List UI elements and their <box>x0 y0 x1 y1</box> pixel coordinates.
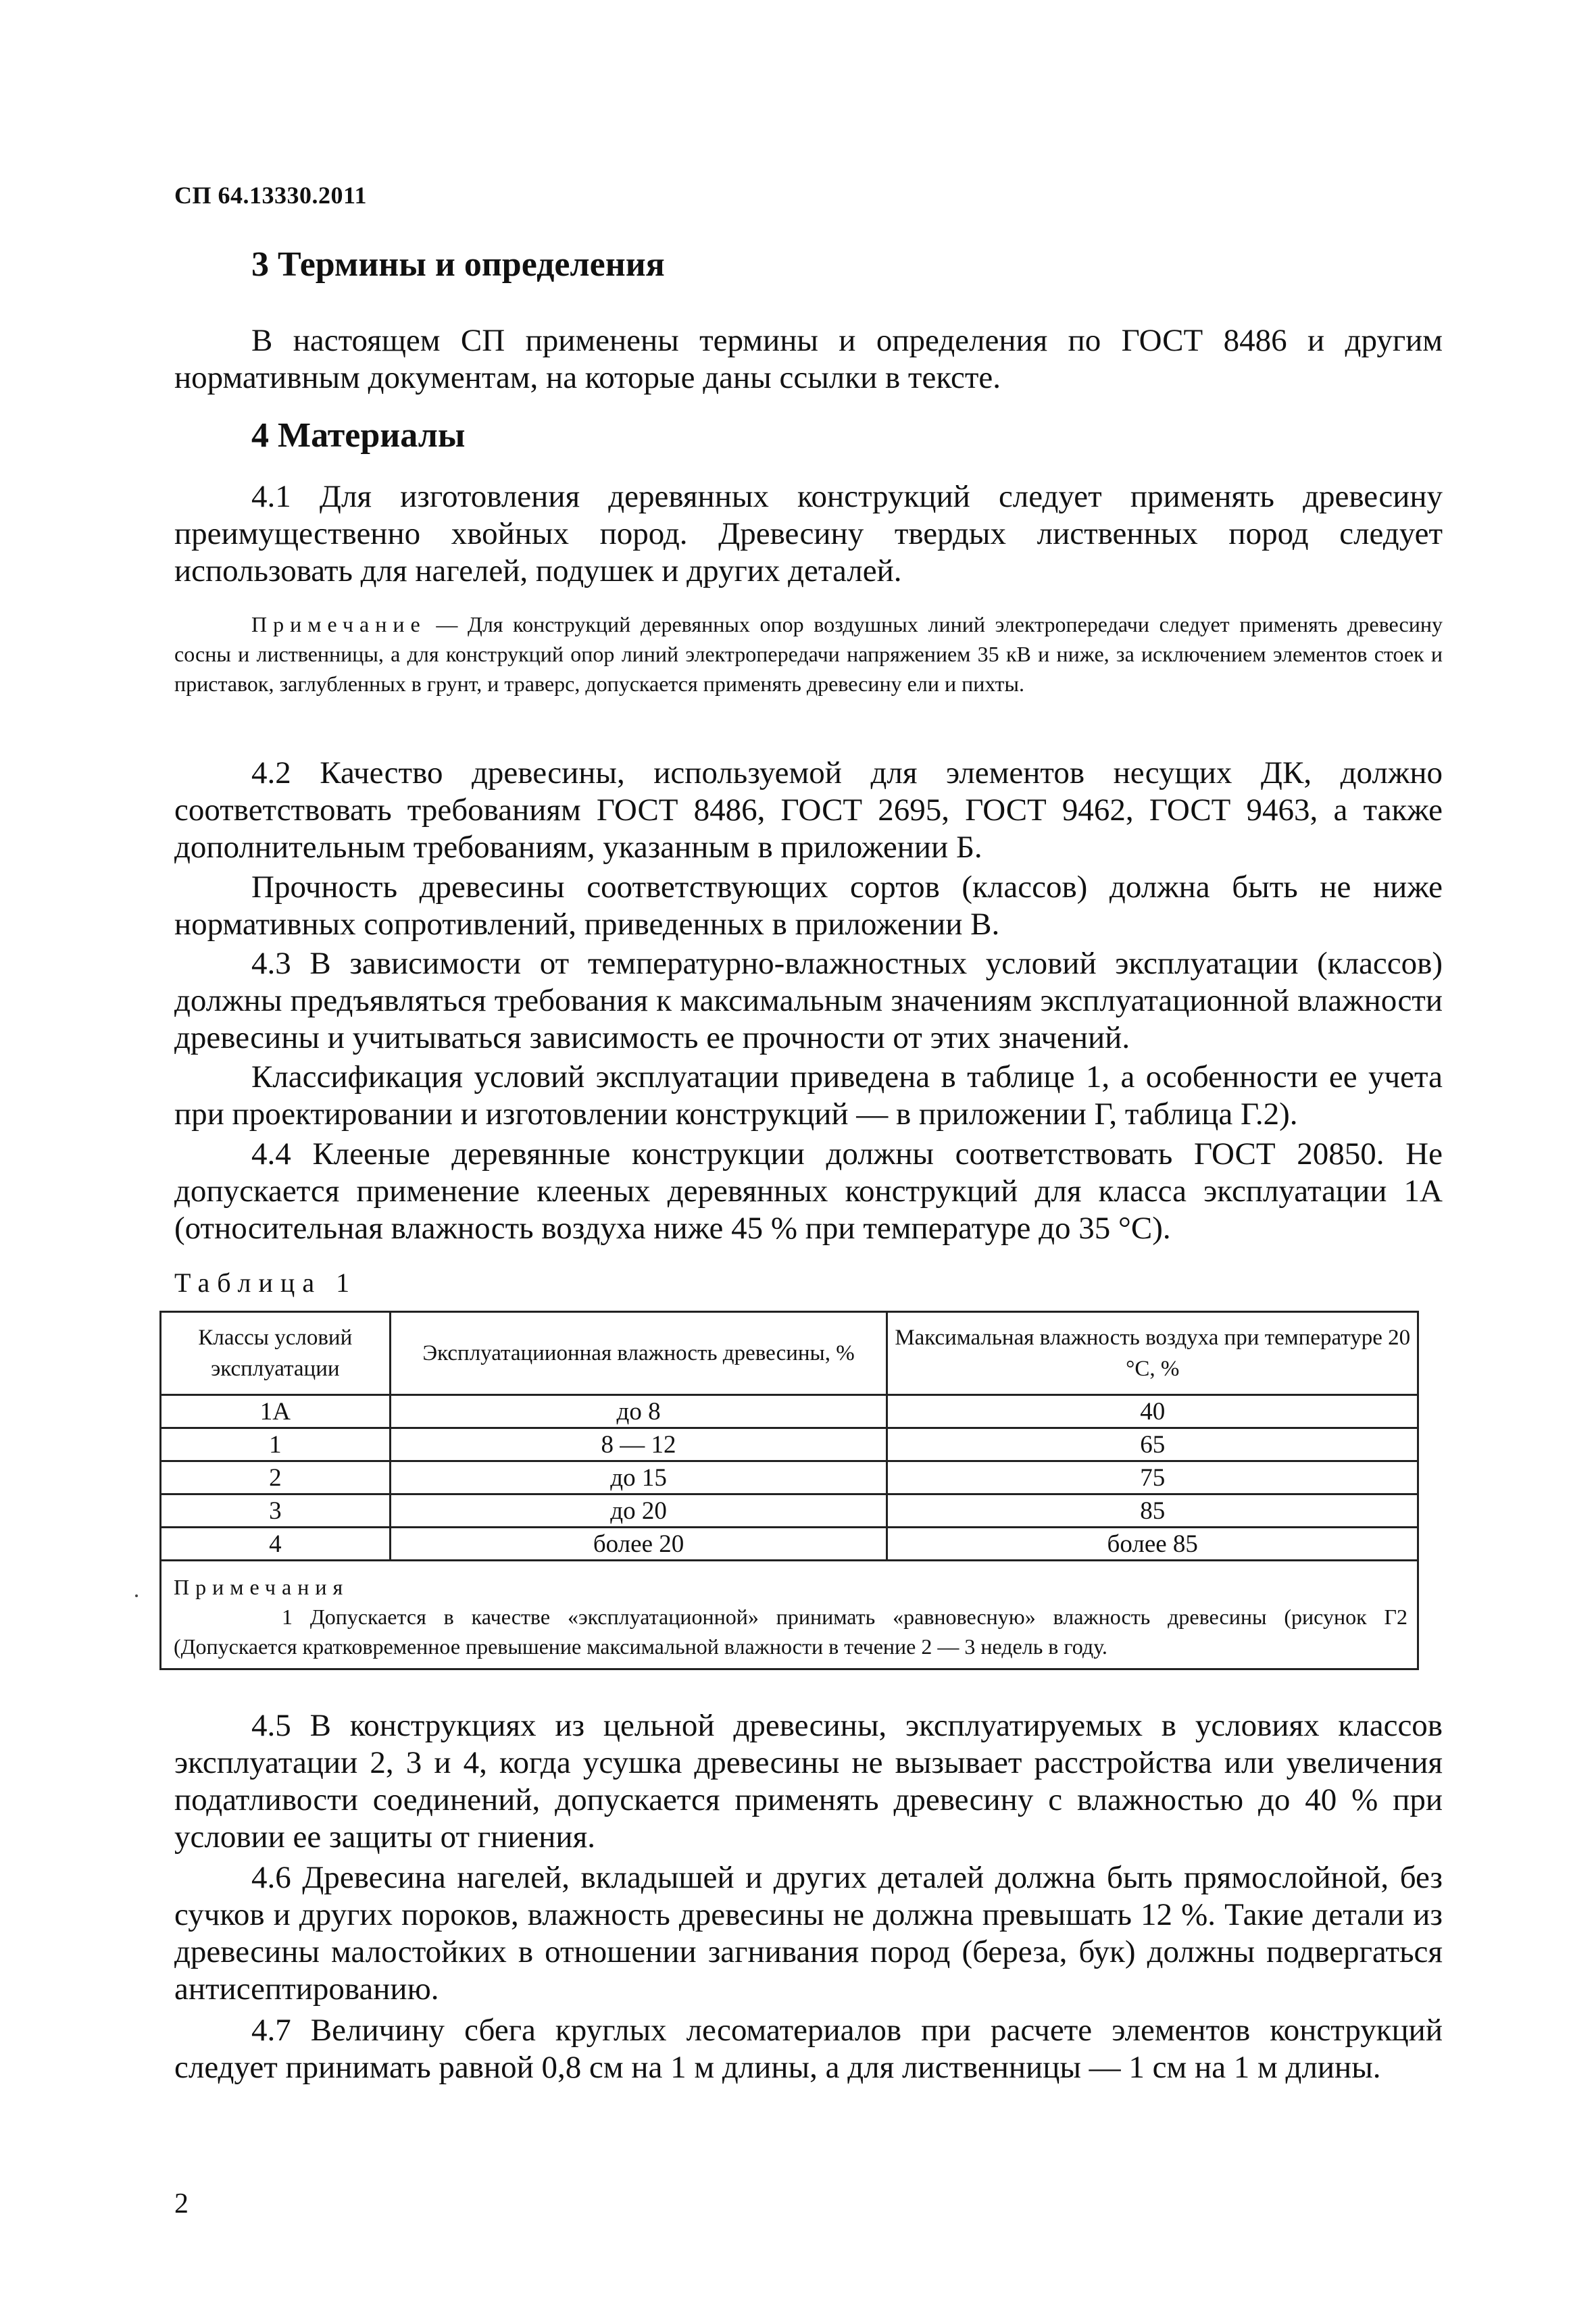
section-3-paragraph: В настоящем СП применены термины и определения по ГОСТ 8486 и другим нормативным документам, на которые даны ссылки в тексте. <box>174 323 1443 395</box>
paragraph-4-2: 4.2 Качество древесины, используемой для элементов несущих ДК, должно соответствовать требованиям ГОСТ 8486, ГОСТ 2695, ГОСТ 9462, ГОСТ 9463, а также дополнительным требованиям, указанным в приложении Б. <box>174 755 1443 865</box>
table-cell: более 20 <box>390 1528 887 1561</box>
note-4-1 <box>174 609 1443 699</box>
table-cell: 85 <box>887 1494 1418 1528</box>
table-row <box>161 1428 1418 1461</box>
table-cell: до 20 <box>390 1494 887 1528</box>
paragraph-4-5: 4.5 В конструкциях из цельной древесины, эксплуатируемых в условиях классов эксплуатации 2, 3 и 4, когда усушка древесины не вызывает расстройства или увеличения податливости соединений, допускается применять древесину с влажностью до 40 % при условии ее защиты от гниения. <box>174 1708 1443 1855</box>
table-1 <box>159 1311 1419 1670</box>
paragraph-4-1: 4.1 Для изготовления деревянных конструкций следует применять древесину преимущественно хвойных пород. Древесину твердых лиственных пород следует использовать для нагелей, подушек и других деталей. <box>174 479 1443 588</box>
table-cell: 3 <box>161 1494 391 1528</box>
document-id: СП 64.13330.2011 <box>174 182 368 209</box>
paragraph-4-3-classification: Классификация условий эксплуатации приведена в таблице 1, а особенности ее учета при проектировании и изготовлении конструкций — в приложении Г, таблица Г.2). <box>174 1059 1443 1132</box>
paragraph-4-2-strength: Прочность древесины соответствующих сортов (классов) должна быть не ниже нормативных сопротивлений, приведенных в приложении В. <box>174 870 1443 942</box>
table-cell: 40 <box>887 1395 1418 1428</box>
paragraph-4-7: 4.7 Величину сбега круглых лесоматериалов при расчете элементов конструкций следует принимать равной 0,8 см на 1 м длины, а для лиственницы — 1 см на 1 м длины. <box>174 2013 1443 2085</box>
section-3-title: 3 Термины и определения <box>251 245 665 284</box>
table-cell: 1А <box>161 1395 391 1428</box>
section-4-title: 4 Материалы <box>251 416 466 455</box>
scan-speck <box>135 1594 138 1597</box>
table-notes-row <box>161 1561 1418 1669</box>
table-cell: 65 <box>887 1428 1418 1461</box>
page-number: 2 <box>174 2188 189 2219</box>
table-notes-cell <box>161 1561 1418 1669</box>
table-cell: более 85 <box>887 1528 1418 1561</box>
table-row <box>161 1528 1418 1561</box>
table-notes-text: 1 Допускается в качестве «эксплуатационной» принимать «равновесную» влажность древесины (рисунок Г2 (Допускается кратковременное превышение максимальной влажности в течение 2 — 3 недель в году. <box>174 1605 1407 1659</box>
table-row <box>161 1461 1418 1494</box>
paragraph-4-3: 4.3 В зависимости от температурно-влажностных условий эксплуатации (классов) должны предъявляться требования к максимальным значениям эксплуатационной влажности древесины и учитываться зависимость ее прочности от этих значений. <box>174 946 1443 1055</box>
table-cell: 8 — 12 <box>390 1428 887 1461</box>
table-notes-title: Примечания <box>174 1575 349 1599</box>
header-max-air-humidity: Максимальная влажность воздуха при температуре 20 °С, % <box>887 1312 1418 1395</box>
paragraph-4-6: 4.6 Древесина нагелей, вкладышей и других деталей должна быть прямослойной, без сучков и других пороков, влажность древесины не должна превышать 12 %. Такие детали из древесины малостойких в отношении загнивания пород (береза, бук) должны подвергаться антисептированию. <box>174 1860 1443 2007</box>
note-label: Примечание <box>251 612 426 636</box>
table-cell: 4 <box>161 1528 391 1561</box>
table-cell: до 8 <box>390 1395 887 1428</box>
table-cell: 1 <box>161 1428 391 1461</box>
table-cell: 2 <box>161 1461 391 1494</box>
paragraph-4-4: 4.4 Клееные деревянные конструкции должны соответствовать ГОСТ 20850. Не допускается применение клееных деревянных конструкций для класса эксплуатации 1А (относительная влажность воздуха ниже 45 % при температуре до 35 °С). <box>174 1136 1443 1246</box>
table-cell: 75 <box>887 1461 1418 1494</box>
table-row <box>161 1494 1418 1528</box>
header-operating-class: Классы условий эксплуатации <box>161 1312 391 1395</box>
table-header-row <box>161 1312 1418 1395</box>
table-cell: до 15 <box>390 1461 887 1494</box>
header-wood-moisture: Эксплуатациионная влажность древесины, % <box>390 1312 887 1395</box>
table-row <box>161 1395 1418 1428</box>
note-text: — Для конструкций деревянных опор воздушных линий электропередачи следует применять древесину сосны и лиственницы, а для конструкций опор линий электропередачи напряжением 35 кВ и ниже, за исключением элементов стоек и приставок, заглубленных в грунт, и траверс, допускается применять древесину ели и пихты. <box>174 612 1443 696</box>
table-1-caption: Таблица 1 <box>174 1267 357 1298</box>
